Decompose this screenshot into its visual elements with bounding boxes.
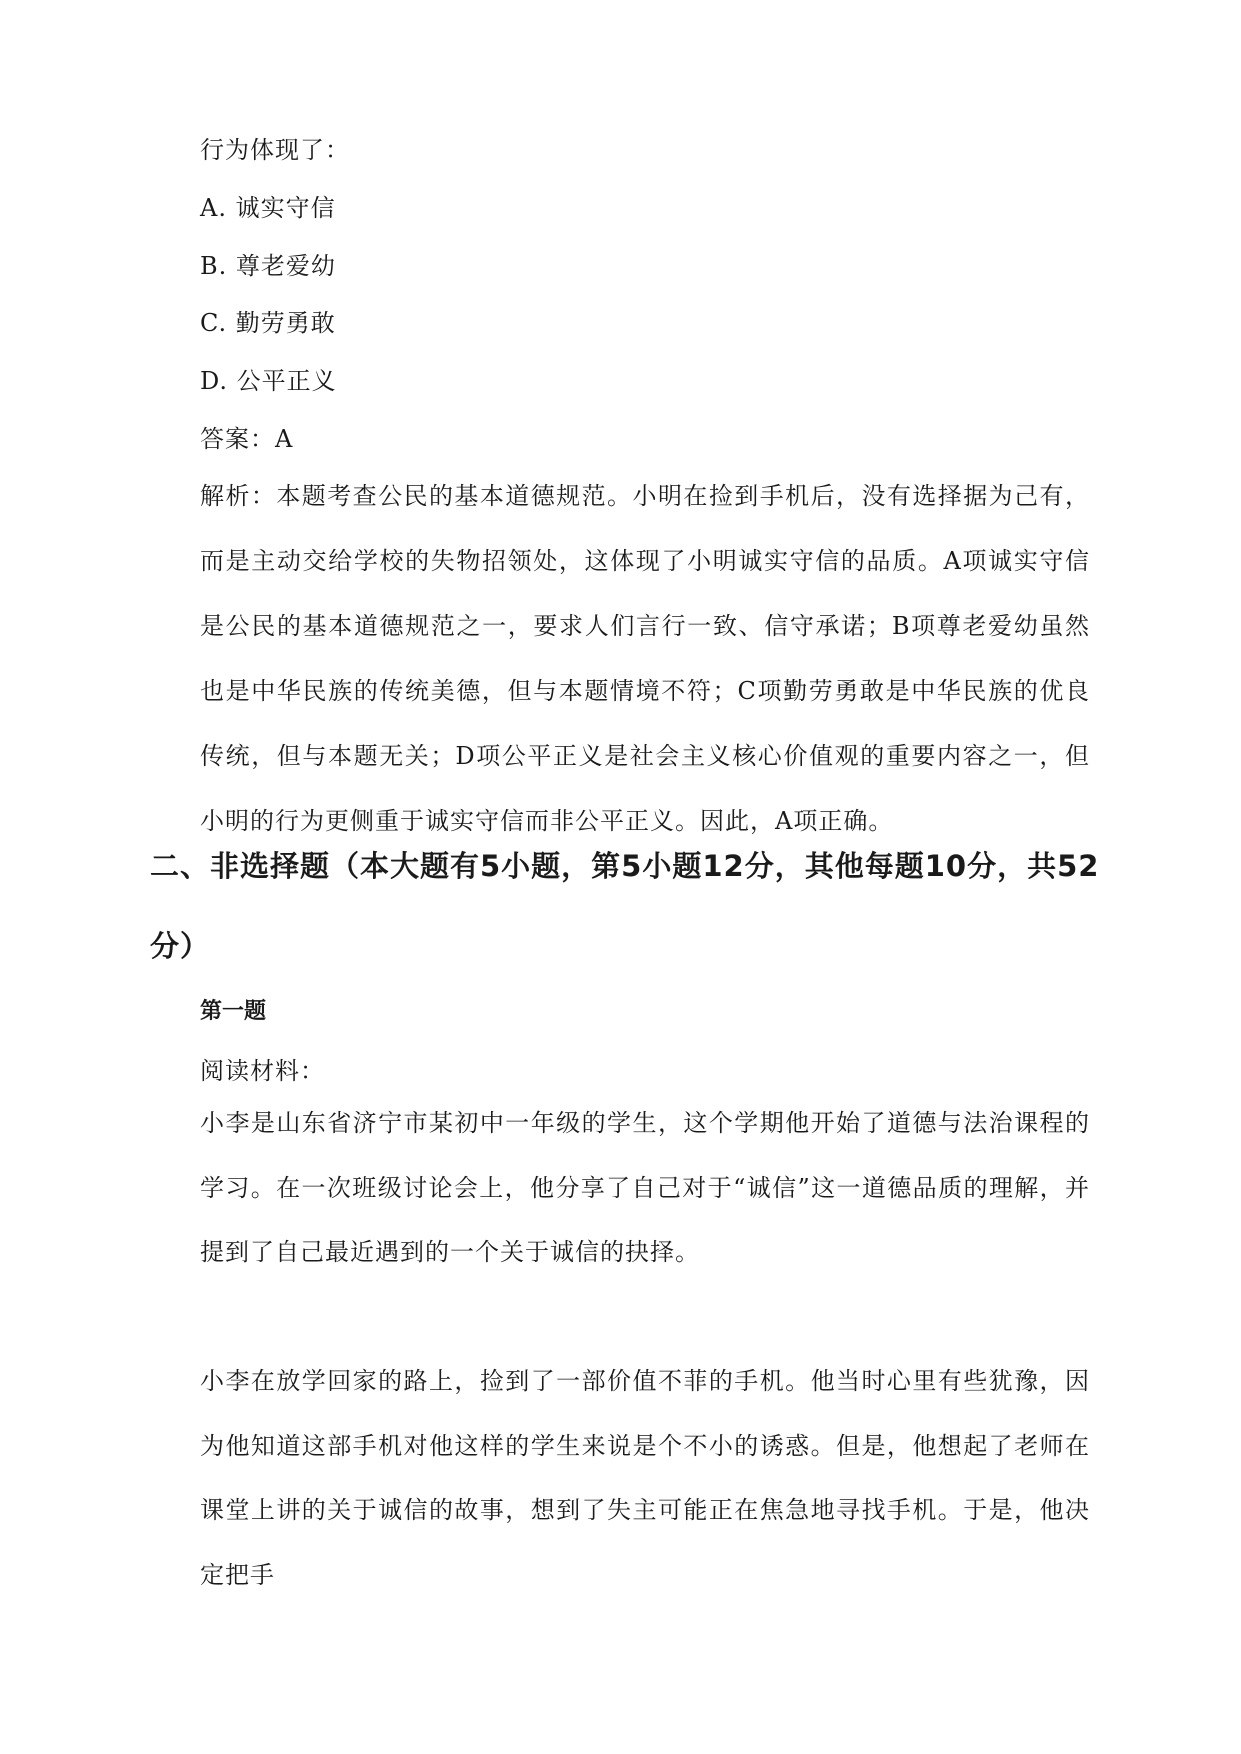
option-c: C. 勤劳勇敢: [200, 309, 336, 337]
option-b: B. 尊老爱幼: [200, 252, 336, 280]
question-title: 第一题: [200, 999, 267, 1024]
answer-line: 答案：A: [200, 425, 294, 453]
option-a: A. 诚实守信: [200, 194, 336, 222]
section-heading: 二、非选择题（本大题有5小题，第5小题12分，其他每题10分，共52分）: [150, 849, 1100, 963]
material-paragraph-1: 小李是山东省济宁市某初中一年级的学生，这个学期他开始了道德与法治课程的学习。在一次班级讨论会上，他分享了自己对于“诚信”这一道德品质的理解，并提到了自己最近遇到的一个关于诚信的抉择。: [200, 1109, 1090, 1266]
question-stem-tail: 行为体现了：: [200, 136, 350, 164]
material-paragraph-2: 小李在放学回家的路上，捡到了一部价值不菲的手机。他当时心里有些犹豫，因为他知道这部手机对他这样的学生来说是个不小的诱惑。但是，他想起了老师在课堂上讲的关于诚信的故事，想到了失主可能正在焦急地寻找手机。于是，他决定把手: [200, 1367, 1090, 1589]
material-label: 阅读材料：: [200, 1057, 325, 1085]
option-d: D. 公平正义: [200, 367, 337, 395]
analysis-paragraph: 解析：本题考查公民的基本道德规范。小明在捡到手机后，没有选择据为己有，而是主动交给学校的失物招领处，这体现了小明诚实守信的品质。A项诚实守信是公民的基本道德规范之一，要求人们言行一致、信守承诺；B项尊老爱幼虽然也是中华民族的传统美德，但与本题情境不符；C项勤劳勇敢是中华民族的优良传统，但与本题无关；D项公平正义是社会主义核心价值观的重要内容之一，但小明的行为更侧重于诚实守信而非公平正义。因此，A项正确。: [200, 482, 1090, 835]
